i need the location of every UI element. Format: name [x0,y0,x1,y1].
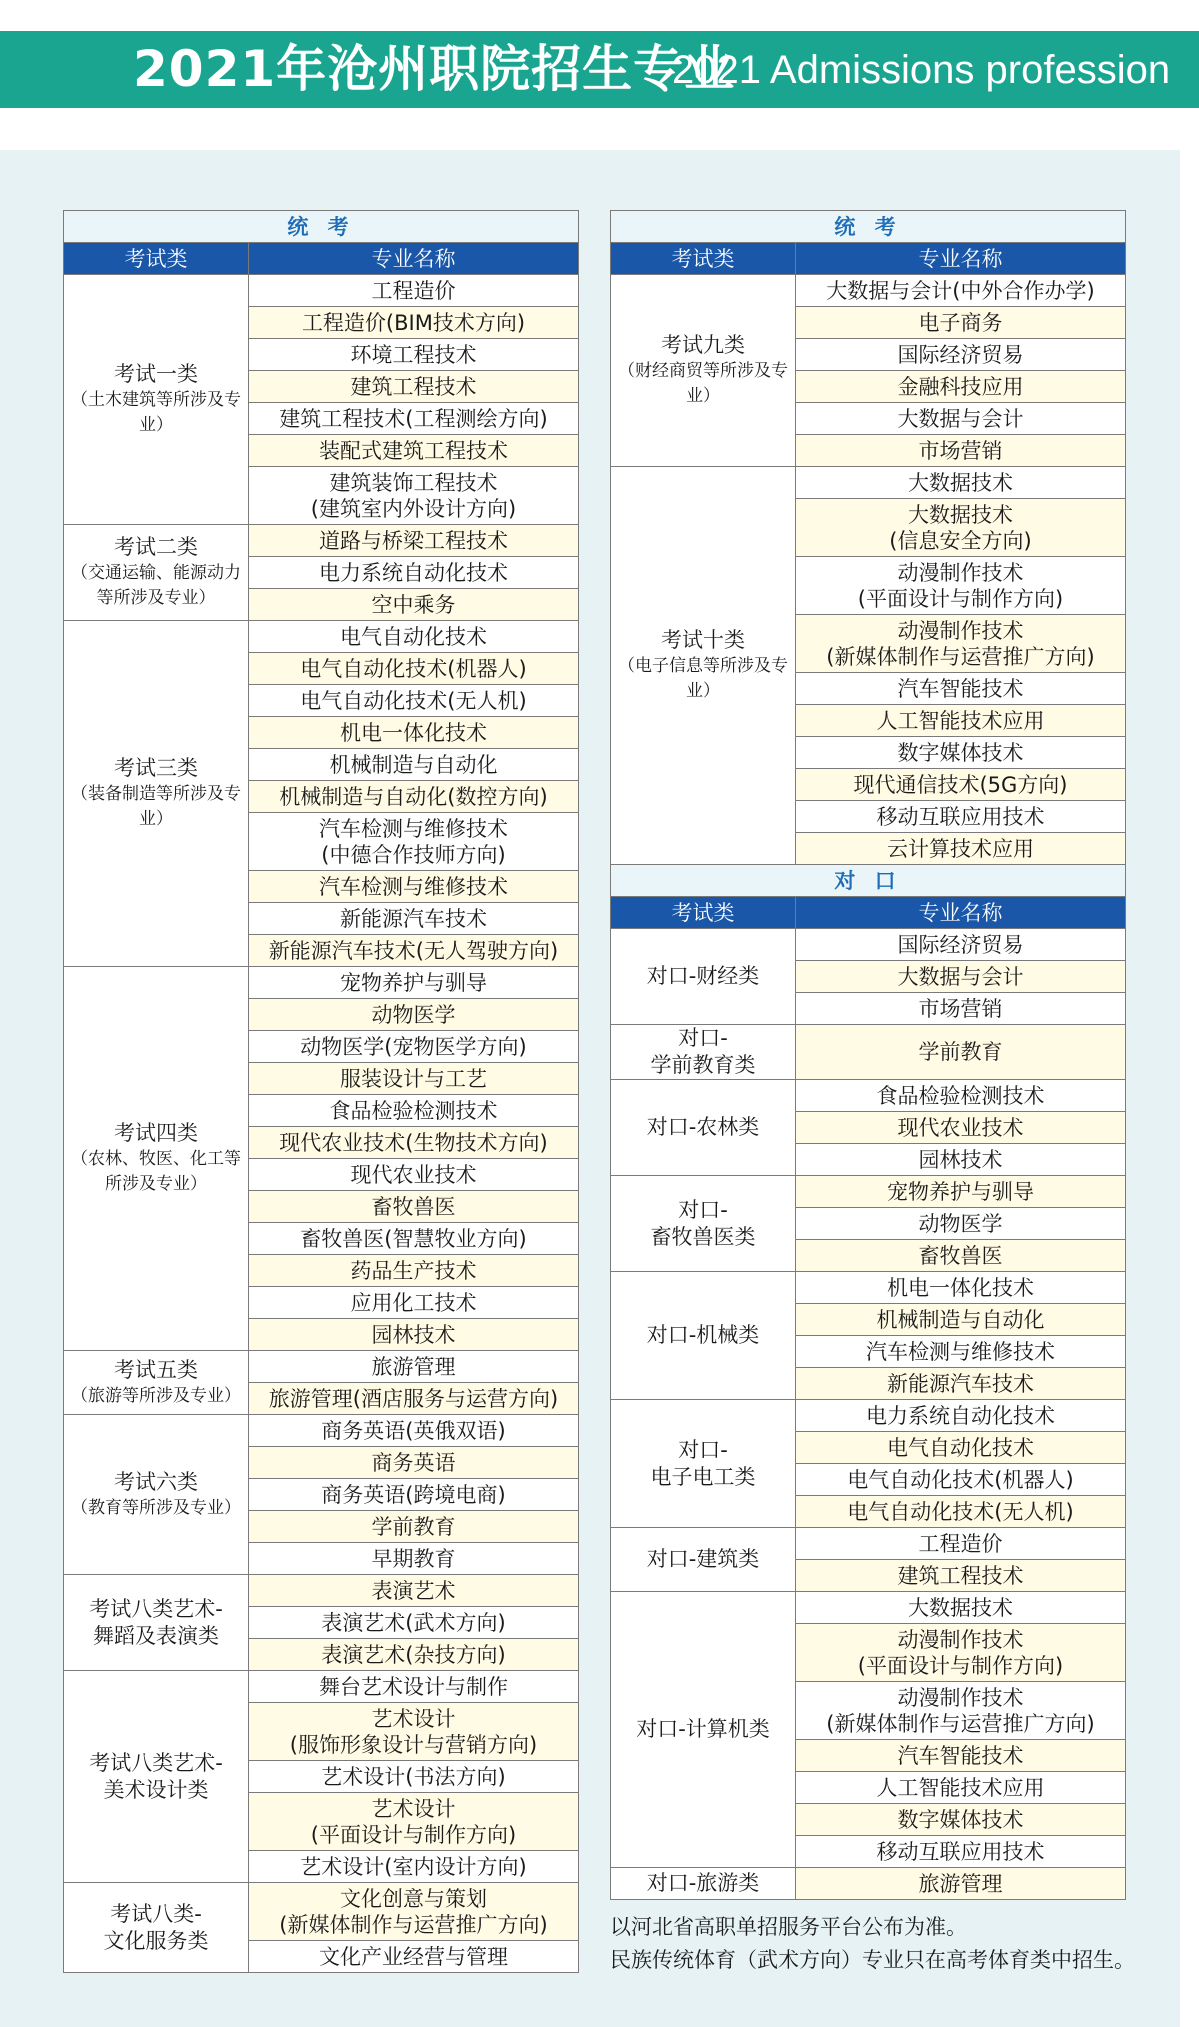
major-cell: 文化产业经营与管理 [249,1941,579,1973]
category-name: 对口- 畜牧兽医类 [650,1197,756,1249]
category-cell [611,929,796,1025]
major-cell: 工程造价 [249,275,579,307]
major-cell: 机械制造与自动化 [796,1304,1126,1336]
major-cell: 新能源汽车技术 [796,1368,1126,1400]
category-cell [64,621,249,967]
major-cell: 电气自动化技术 [796,1432,1126,1464]
major-cell: 现代农业技术 [249,1159,579,1191]
table-row [64,1671,579,1703]
category-name: 考试三类 [114,756,198,780]
column-header-major: 专业名称 [796,897,1126,929]
major-cell: 数字媒体技术 [796,1804,1126,1836]
major-cell: 应用化工技术 [249,1287,579,1319]
section-row [611,865,1126,897]
major-cell: 国际经济贸易 [796,339,1126,371]
table-row [64,621,579,653]
major-cell: 汽车检测与维修技术 [249,871,579,903]
category-cell [64,275,249,525]
column-header-category: 考试类 [611,243,796,275]
category-name: 考试八类- 文化服务类 [103,1901,209,1953]
major-cell: 动物医学 [796,1208,1126,1240]
banner-title-cn: 2021年沧州职院招生专业 [133,40,736,98]
major-cell: 动漫制作技术 (平面设计与制作方向) [796,1624,1126,1682]
category-cell [611,1528,796,1592]
major-cell: 商务英语 [249,1447,579,1479]
major-cell: 大数据技术 [796,467,1126,499]
category-note: （教育等所涉及专业） [71,1497,241,1518]
major-cell: 表演艺术(杂技方向) [249,1639,579,1671]
major-cell: 大数据与会计(中外合作办学) [796,275,1126,307]
category-name: 考试九类 [661,333,745,357]
major-cell: 道路与桥梁工程技术 [249,525,579,557]
section-title: 对 口 [611,865,1126,897]
category-cell [64,1671,249,1883]
note-line: 民族传统体育（武术方向）专业只在高考体育类中招生。 [610,1948,1135,1972]
major-cell: 动漫制作技术 (平面设计与制作方向) [796,557,1126,615]
category-note: （旅游等所涉及专业） [71,1385,241,1406]
table-row [64,525,579,557]
category-name: 对口-计算机类 [636,1717,770,1741]
major-cell: 商务英语(跨境电商) [249,1479,579,1511]
major-cell: 机械制造与自动化 [249,749,579,781]
category-note: （土木建筑等所涉及专业） [71,390,241,435]
major-cell: 工程造价(BIM技术方向) [249,307,579,339]
major-cell: 表演艺术(武术方向) [249,1607,579,1639]
table-row [64,967,579,999]
table-row [64,1575,579,1607]
section-row [64,211,579,243]
major-cell: 旅游管理 [249,1351,579,1383]
major-cell: 汽车智能技术 [796,1740,1126,1772]
category-cell [64,1575,249,1671]
major-cell: 商务英语(英俄双语) [249,1415,579,1447]
major-cell: 建筑工程技术(工程测绘方向) [249,403,579,435]
major-cell: 建筑工程技术 [796,1560,1126,1592]
major-cell: 汽车检测与维修技术 [796,1336,1126,1368]
major-cell: 文化创意与策划 (新媒体制作与运营推广方向) [249,1883,579,1941]
major-cell: 药品生产技术 [249,1255,579,1287]
note-line: 以河北省高职单招服务平台公布为准。 [610,1915,967,1939]
major-cell: 畜牧兽医 [249,1191,579,1223]
major-cell: 电气自动化技术(机器人) [796,1464,1126,1496]
category-cell [611,275,796,467]
section-row [611,211,1126,243]
column-header-major: 专业名称 [796,243,1126,275]
category-cell [611,1868,796,1900]
table-row [64,1351,579,1383]
section-title: 统 考 [64,211,579,243]
category-name: 考试八类艺术- 美术设计类 [89,1750,223,1802]
major-cell: 人工智能技术应用 [796,1772,1126,1804]
major-cell: 表演艺术 [249,1575,579,1607]
major-cell: 金融科技应用 [796,371,1126,403]
major-cell: 建筑工程技术 [249,371,579,403]
major-cell: 汽车智能技术 [796,673,1126,705]
category-name: 考试四类 [114,1121,198,1145]
category-note: （交通运输、能源动力等所涉及专业） [71,563,241,608]
major-cell: 大数据技术 (信息安全方向) [796,499,1126,557]
category-note: （农林、牧医、化工等所涉及专业） [71,1149,241,1194]
major-cell: 电子商务 [796,307,1126,339]
category-name: 考试十类 [661,628,745,652]
category-name: 对口-建筑类 [646,1547,760,1571]
major-cell: 新能源汽车技术 [249,903,579,935]
left-majors-table [63,210,579,1973]
column-header-category: 考试类 [64,243,249,275]
major-cell: 大数据与会计 [796,403,1126,435]
category-note: （财经商贸等所涉及专业） [618,361,788,406]
major-cell: 宠物养护与驯导 [796,1176,1126,1208]
table-row [64,1415,579,1447]
table-row [611,1272,1126,1304]
major-cell: 电气自动化技术(无人机) [796,1496,1126,1528]
major-cell: 早期教育 [249,1543,579,1575]
major-cell: 现代农业技术(生物技术方向) [249,1127,579,1159]
major-cell: 国际经济贸易 [796,929,1126,961]
table-row [611,1400,1126,1432]
major-cell: 电气自动化技术(机器人) [249,653,579,685]
major-cell: 装配式建筑工程技术 [249,435,579,467]
category-name: 对口-机械类 [646,1323,760,1347]
header-row [611,243,1126,275]
major-cell: 动漫制作技术 (新媒体制作与运营推广方向) [796,1682,1126,1740]
category-cell [64,525,249,621]
major-cell: 人工智能技术应用 [796,705,1126,737]
major-cell: 动物医学(宠物医学方向) [249,1031,579,1063]
major-cell: 大数据技术 [796,1592,1126,1624]
major-cell: 建筑装饰工程技术 (建筑室内外设计方向) [249,467,579,525]
major-cell: 学前教育 [249,1511,579,1543]
major-cell: 汽车检测与维修技术 (中德合作技师方向) [249,813,579,871]
major-cell: 市场营销 [796,993,1126,1025]
major-cell: 电气自动化技术 [249,621,579,653]
major-cell: 动漫制作技术 (新媒体制作与运营推广方向) [796,615,1126,673]
major-cell: 机电一体化技术 [796,1272,1126,1304]
major-cell: 园林技术 [796,1144,1126,1176]
major-cell: 旅游管理(酒店服务与运营方向) [249,1383,579,1415]
major-cell: 工程造价 [796,1528,1126,1560]
major-cell: 云计算技术应用 [796,833,1126,865]
category-cell [611,1400,796,1528]
header-row [64,243,579,275]
category-cell [611,1592,796,1868]
major-cell: 机械制造与自动化(数控方向) [249,781,579,813]
category-name: 考试一类 [114,362,198,386]
major-cell: 数字媒体技术 [796,737,1126,769]
category-name: 对口-财经类 [646,964,760,988]
banner-title-en: 2021 Admissions profession [672,48,1171,92]
category-cell [611,467,796,865]
table-row [611,1868,1126,1900]
category-cell [611,1025,796,1080]
major-cell: 学前教育 [796,1025,1126,1080]
major-cell: 畜牧兽医 [796,1240,1126,1272]
major-cell: 食品检验检测技术 [249,1095,579,1127]
table-row [611,275,1126,307]
major-cell: 市场营销 [796,435,1126,467]
column-header-major: 专业名称 [249,243,579,275]
major-cell: 现代农业技术 [796,1112,1126,1144]
major-cell: 艺术设计 (平面设计与制作方向) [249,1793,579,1851]
category-cell [611,1272,796,1400]
major-cell: 移动互联应用技术 [796,801,1126,833]
category-note: （装备制造等所涉及专业） [71,784,241,829]
table-row [611,1592,1126,1624]
category-name: 对口-农林类 [646,1115,760,1139]
table-row [611,1025,1126,1080]
table-row [64,1883,579,1941]
major-cell: 电力系统自动化技术 [249,557,579,589]
major-cell: 畜牧兽医(智慧牧业方向) [249,1223,579,1255]
table-row [611,929,1126,961]
major-cell: 机电一体化技术 [249,717,579,749]
major-cell: 艺术设计(室内设计方向) [249,1851,579,1883]
major-cell: 艺术设计 (服饰形象设计与营销方向) [249,1703,579,1761]
major-cell: 艺术设计(书法方向) [249,1761,579,1793]
notes [610,1911,1170,1977]
major-cell: 宠物养护与驯导 [249,967,579,999]
major-cell: 新能源汽车技术(无人驾驶方向) [249,935,579,967]
right-majors-table [610,210,1126,1900]
table-row [611,467,1126,499]
category-cell [64,1351,249,1415]
category-cell [611,1176,796,1272]
category-name: 考试八类艺术- 舞蹈及表演类 [89,1596,223,1648]
major-cell: 电气自动化技术(无人机) [249,685,579,717]
category-name: 对口-旅游类 [646,1871,760,1895]
major-cell: 食品检验检测技术 [796,1080,1126,1112]
category-name: 考试二类 [114,535,198,559]
major-cell: 移动互联应用技术 [796,1836,1126,1868]
section-title: 统 考 [611,211,1126,243]
table-row [611,1528,1126,1560]
major-cell: 服装设计与工艺 [249,1063,579,1095]
major-cell: 动物医学 [249,999,579,1031]
category-cell [64,1883,249,1973]
header-banner [0,31,1199,108]
category-cell [611,1080,796,1176]
category-name: 考试六类 [114,1469,198,1494]
major-cell: 环境工程技术 [249,339,579,371]
category-cell [64,1415,249,1575]
major-cell: 旅游管理 [796,1868,1126,1900]
header-row [611,897,1126,929]
category-note: （电子信息等所涉及专业） [618,656,788,701]
table-row [611,1080,1126,1112]
table-row [64,275,579,307]
category-name: 对口- 学前教育类 [650,1026,756,1077]
major-cell: 现代通信技术(5G方向) [796,769,1126,801]
table-row [611,1176,1126,1208]
major-cell: 电力系统自动化技术 [796,1400,1126,1432]
category-cell [64,967,249,1351]
major-cell: 空中乘务 [249,589,579,621]
major-cell: 舞台艺术设计与制作 [249,1671,579,1703]
column-header-category: 考试类 [611,897,796,929]
category-name: 考试五类 [114,1357,198,1382]
major-cell: 大数据与会计 [796,961,1126,993]
major-cell: 园林技术 [249,1319,579,1351]
category-name: 对口- 电子电工类 [650,1437,756,1489]
